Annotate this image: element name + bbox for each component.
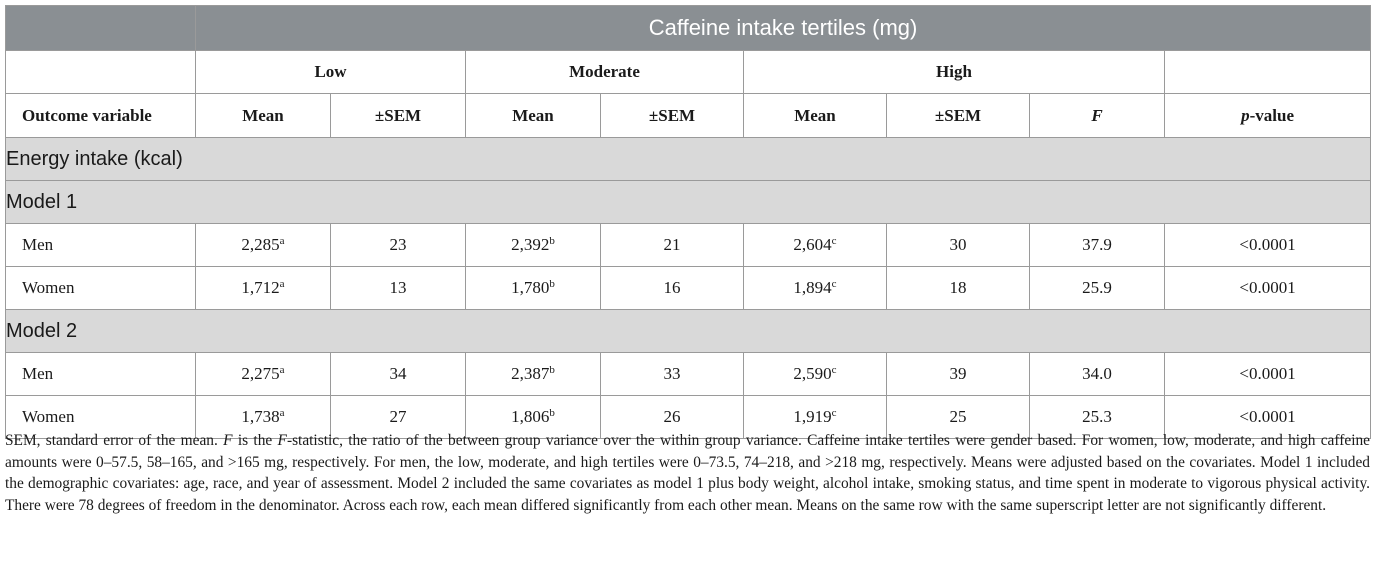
low-sem: 34 xyxy=(331,353,466,396)
col-outcome-variable: Outcome variable xyxy=(6,94,196,138)
moderate-mean: 1,780 xyxy=(511,278,550,297)
f-value: 34.0 xyxy=(1030,353,1165,396)
footnote-part-1: SEM, standard error of the mean. xyxy=(5,432,224,449)
moderate-mean: 2,392 xyxy=(511,235,550,254)
moderate-mean: 2,387 xyxy=(511,364,550,383)
outcome-section-row xyxy=(6,138,1371,181)
f-value: 25.9 xyxy=(1030,267,1165,310)
moderate-mean-cell xyxy=(466,224,601,267)
group-label: Women xyxy=(6,267,196,310)
f-value: 37.9 xyxy=(1030,224,1165,267)
high-superscript: c xyxy=(831,364,837,376)
high-superscript: c xyxy=(831,235,837,247)
footnote-f-symbol: F xyxy=(223,432,233,449)
col-low-sem: ±SEM xyxy=(331,94,466,138)
low-sem: 23 xyxy=(331,224,466,267)
group-label: Women xyxy=(6,396,196,439)
model-2-row xyxy=(6,310,1371,353)
high-superscript: c xyxy=(831,278,837,290)
moderate-superscript: b xyxy=(549,235,555,247)
low-mean-cell xyxy=(196,224,331,267)
outcome-section-label: Energy intake (kcal) xyxy=(6,138,1371,181)
group-label: Men xyxy=(6,224,196,267)
moderate-mean: 1,806 xyxy=(511,407,550,426)
table-row xyxy=(6,353,1371,396)
super-header: Caffeine intake tertiles (mg) xyxy=(196,6,1371,51)
low-superscript: a xyxy=(279,235,285,247)
moderate-sem: 26 xyxy=(601,396,744,439)
model-1-row xyxy=(6,181,1371,224)
low-mean: 2,285 xyxy=(241,235,280,254)
col-high-mean: Mean xyxy=(744,94,887,138)
table-banner-row xyxy=(6,6,1371,51)
table-row xyxy=(6,224,1371,267)
table-footnote xyxy=(5,430,1370,516)
col-p-value xyxy=(1165,94,1371,138)
footnote-f-statistic: F xyxy=(277,432,287,449)
low-superscript: a xyxy=(279,364,285,376)
high-mean: 2,590 xyxy=(793,364,832,383)
low-superscript: a xyxy=(279,407,285,419)
f-value: 25.3 xyxy=(1030,396,1165,439)
low-superscript: a xyxy=(279,278,285,290)
moderate-sem: 21 xyxy=(601,224,744,267)
model-2-label: Model 2 xyxy=(6,310,1371,353)
p-value: <0.0001 xyxy=(1165,353,1371,396)
high-sem: 18 xyxy=(887,267,1030,310)
tertile-empty-cell-right xyxy=(1165,51,1371,94)
p-suffix: -value xyxy=(1249,105,1294,125)
group-label: Men xyxy=(6,353,196,396)
moderate-sem: 33 xyxy=(601,353,744,396)
p-value: <0.0001 xyxy=(1165,224,1371,267)
col-f-statistic: F xyxy=(1030,94,1165,138)
high-mean-cell xyxy=(744,353,887,396)
low-mean: 2,275 xyxy=(241,364,280,383)
low-mean-cell xyxy=(196,353,331,396)
table-row xyxy=(6,267,1371,310)
tertile-empty-cell xyxy=(6,51,196,94)
footnote-part-2: is the xyxy=(232,432,278,449)
tertile-low-header: Low xyxy=(196,51,466,94)
low-mean: 1,712 xyxy=(241,278,280,297)
moderate-superscript: b xyxy=(549,407,555,419)
moderate-mean-cell xyxy=(466,267,601,310)
low-sem: 27 xyxy=(331,396,466,439)
low-mean-cell xyxy=(196,267,331,310)
col-low-mean: Mean xyxy=(196,94,331,138)
high-mean: 1,919 xyxy=(793,407,832,426)
moderate-superscript: b xyxy=(549,364,555,376)
p-symbol: p xyxy=(1241,105,1250,125)
low-mean: 1,738 xyxy=(241,407,280,426)
moderate-sem: 16 xyxy=(601,267,744,310)
tertile-header-row xyxy=(6,51,1371,94)
p-value: <0.0001 xyxy=(1165,396,1371,439)
results-table xyxy=(5,5,1371,439)
col-high-sem: ±SEM xyxy=(887,94,1030,138)
moderate-superscript: b xyxy=(549,278,555,290)
high-superscript: c xyxy=(831,407,837,419)
column-header-row xyxy=(6,94,1371,138)
high-sem: 30 xyxy=(887,224,1030,267)
high-sem: 25 xyxy=(887,396,1030,439)
footnote-part-3: -statistic, the ratio of the between group variance over the within group variance. Caffeine intake tertiles were gender based. For women, low, moderate, and high caffeine amounts were 0–57.5, 58–165, and >165 mg, respectively. For men, the low, moderate, and high tertiles were 0–73.5, 74–218, and >218 mg, respectively. Means were adjusted based on the covariates. Model 1 included the demographic covariates: age, race, and year of assessment. Model 2 included the same covariates as model 1 plus body weight, alcohol intake, smoking status, and time spent in moderate to vigorous physical activity. There were 78 degrees of freedom in the denominator. Across each row, each mean differed significantly from each other mean. Means on the same row with the same superscript letter are not significantly different. xyxy=(5,432,1370,514)
high-sem: 39 xyxy=(887,353,1030,396)
high-mean-cell xyxy=(744,267,887,310)
high-mean-cell xyxy=(744,224,887,267)
high-mean: 1,894 xyxy=(793,278,832,297)
low-sem: 13 xyxy=(331,267,466,310)
banner-empty-cell xyxy=(6,6,196,51)
model-1-label: Model 1 xyxy=(6,181,1371,224)
tertile-high-header: High xyxy=(744,51,1165,94)
col-moderate-mean: Mean xyxy=(466,94,601,138)
col-moderate-sem: ±SEM xyxy=(601,94,744,138)
high-mean: 2,604 xyxy=(793,235,832,254)
tertile-moderate-header: Moderate xyxy=(466,51,744,94)
moderate-mean-cell xyxy=(466,353,601,396)
p-value: <0.0001 xyxy=(1165,267,1371,310)
